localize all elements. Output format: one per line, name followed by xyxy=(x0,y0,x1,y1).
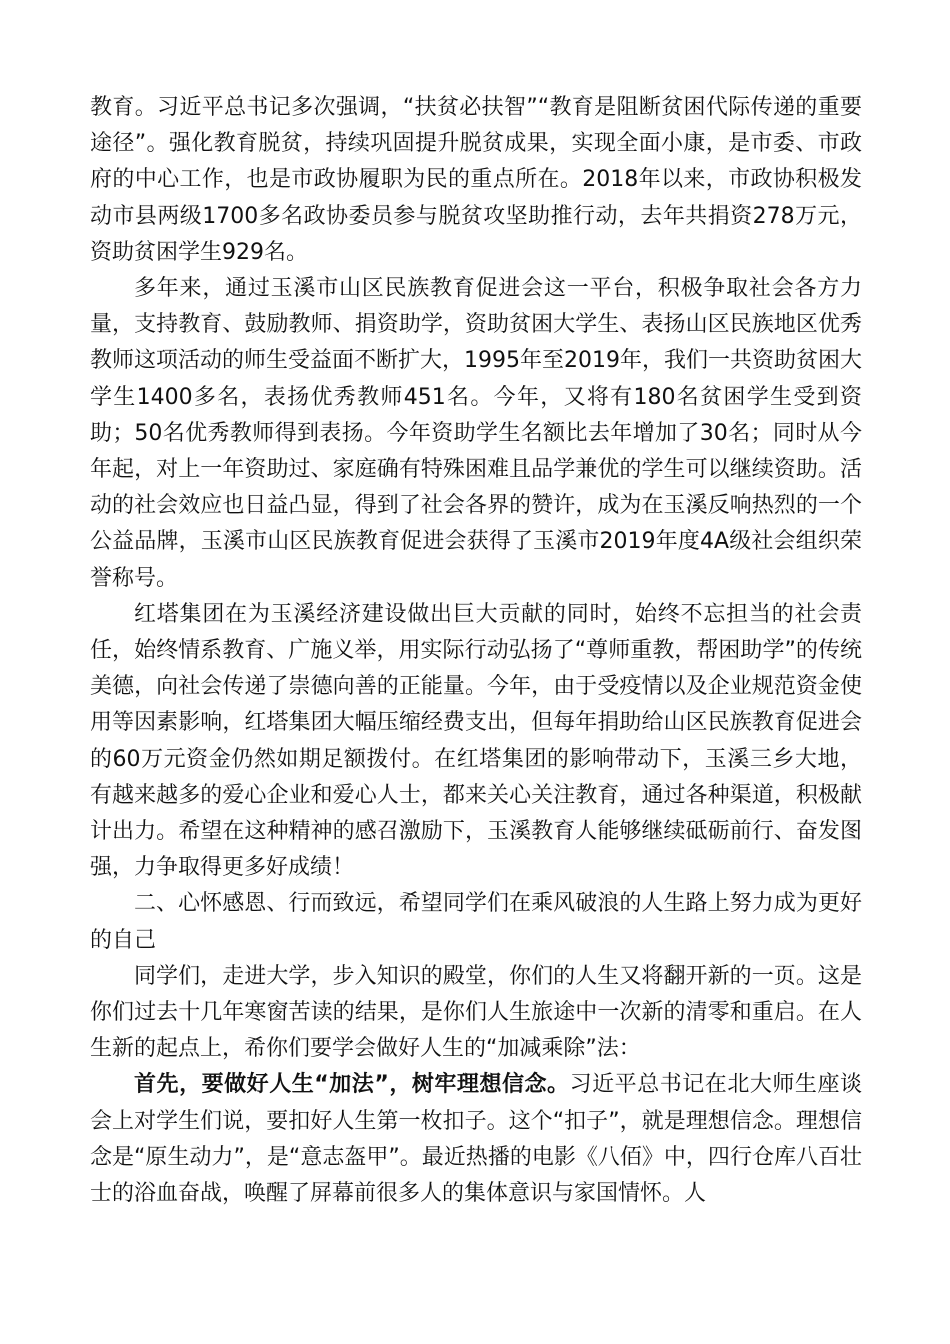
paragraph-2: 多年来，通过玉溪市山区民族教育促进会这一平台，积极争取社会各方力量，支持教育、鼓励教师、捐资助学，资助贫困大学生、表扬山区民族地区优秀教师这项活动的师生受益面不断扩大，1995年至2019年，我们一共资助贫困大学生1400多名，表扬优秀教师451名。今年，又将有180名贫困学生受到资助；50名优秀教师得到表扬。今年资助学生名额比去年增加了30名；同时从今年起，对上一年资助过、家庭确有特殊困难且品学兼优的学生可以继续资助。活动的社会效应也日益凸显，得到了社会各界的赞许，成为在玉溪反响热烈的一个公益品牌，玉溪市山区民族教育促进会获得了玉溪市2019年度4A级社会组织荣誉称号。 xyxy=(90,276,862,591)
section-heading: 二、心怀感恩、行而致远，希望同学们在乘风破浪的人生路上努力成为更好的自己 xyxy=(90,891,862,953)
paragraph-5-body: 习近平总书记在北大师生座谈会上对学生们说，要扣好人生第一枚扣子。这个“扣子”，就是理想信念。理想信念是“原生动力”，是“意志盔甲”。最近热播的电影《八佰》中，四行仓库八百壮士的浴血奋战，唤醒了屏幕前很多人的集体意识与家国情怀。人 xyxy=(90,1072,862,1207)
paragraph-4: 同学们，走进大学，步入知识的殿堂，你们的人生又将翻开新的一页。这是你们过去十几年寒窗苦读的结果，是你们人生旅途中一次新的清零和重启。在人生新的起点上，希你们要学会做好人生的“加减乘除”法： xyxy=(90,963,862,1062)
paragraph-3: 红塔集团在为玉溪经济建设做出巨大贡献的同时，始终不忘担当的社会责任，始终情系教育、广施义举，用实际行动弘扬了“尊师重教，帮困助学”的传统美德，向社会传递了崇德向善的正能量。今年，由于受疫情以及企业规范资金使用等因素影响，红塔集团大幅压缩经费支出，但每年捐助给山区民族教育促进会的60万元资金仍然如期足额拨付。在红塔集团的影响带动下，玉溪三乡大地，有越来越多的爱心企业和爱心人士，都来关心关注教育，通过各种渠道，积极献计出力。希望在这种精神的感召激励下，玉溪教育人能够继续砥砺前行、奋发图强，力争取得更多好成绩！ xyxy=(90,601,862,881)
bold-lead-sentence: 首先，要做好人生“加法”，树牢理想信念。 xyxy=(134,1072,570,1098)
document-page xyxy=(90,90,862,1212)
paragraph-5 xyxy=(90,1067,862,1212)
paragraph-1: 教育。习近平总书记多次强调，“扶贫必扶智”“教育是阻断贫困代际传递的重要途径”。强化教育脱贫，持续巩固提升脱贫成果，实现全面小康，是市委、市政府的中心工作，也是市政协履职为民的重点所在。2018年以来，市政协积极发动市县两级1700多名政协委员参与脱贫攻坚助推行动，去年共捐资278万元，资助贫困学生929名。 xyxy=(90,95,862,265)
